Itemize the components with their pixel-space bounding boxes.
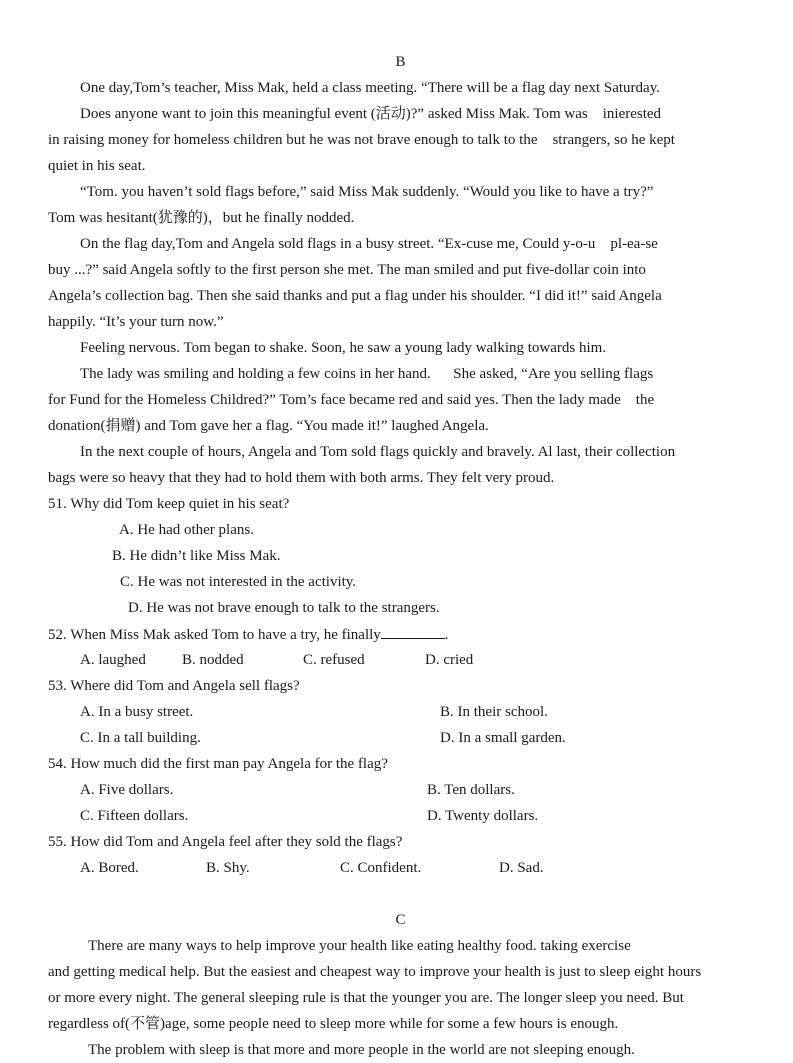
question-51-option-a[interactable]: A. He had other plans. [119,522,254,538]
passage-b-line-3: in raising money for homeless children but he was not brave enough to talk to the strangers, so he kept [48,132,675,148]
question-55-option-b[interactable]: B. Shy. [206,860,250,876]
question-52-option-b[interactable]: B. nodded [182,652,244,668]
passage-b-line-4: quiet in his seat. [48,158,146,174]
question-52-stem-end: . [444,627,449,643]
question-53-option-a[interactable]: A. In a busy street. [80,704,194,720]
answer-blank [381,625,445,639]
passage-c-line-1: There are many ways to help improve your health like eating healthy food. taking exercise [88,938,631,954]
passage-b-line-7: On the flag day,Tom and Angela sold flags in a busy street. “Ex-cuse me, Could y-o-u pl-ea-se [80,236,658,252]
question-55-option-d[interactable]: D. Sad. [499,860,544,876]
passage-c-line-4: regardless of(不管)age, some people need to sleep more while for some a few hours is enough. [48,1016,619,1032]
question-54-option-d[interactable]: D. Twenty dollars. [427,808,539,824]
question-52-option-c[interactable]: C. refused [303,652,365,668]
question-55-option-c[interactable]: C. Confident. [340,860,422,876]
passage-c-line-3: or more every night. The general sleeping rule is that the younger you are. The longer sleep you need. But [48,990,684,1006]
question-53-option-d[interactable]: D. In a small garden. [440,730,566,746]
passage-b-line-15: In the next couple of hours, Angela and Tom sold flags quickly and bravely. Al last, their collection [80,444,676,460]
question-55-stem: 55. How did Tom and Angela feel after they sold the flags? [48,834,403,850]
section-c-heading: C [395,912,406,928]
passage-b-line-2: Does anyone want to join this meaningful event (活动)?” asked Miss Mak. Tom was inierested [80,106,662,122]
question-51-option-c[interactable]: C. He was not interested in the activity. [120,574,357,590]
passage-b-line-16: bags were so heavy that they had to hold them with both arms. They felt very proud. [48,470,555,486]
passage-b-line-14: donation(捐赠) and Tom gave her a flag. “You made it!” laughed Angela. [48,418,489,434]
question-51-stem: 51. Why did Tom keep quiet in his seat? [48,496,290,512]
question-52-option-d[interactable]: D. cried [425,652,474,668]
question-54-option-b[interactable]: B. Ten dollars. [427,782,515,798]
question-54-option-a[interactable]: A. Five dollars. [80,782,174,798]
question-52-option-a[interactable]: A. laughed [80,652,146,668]
passage-b-line-10: happily. “It’s your turn now.” [48,314,224,330]
passage-b-line-1: One day,Tom’s teacher, Miss Mak, held a class meeting. “There will be a flag day next Saturday. [80,80,660,96]
passage-b-line-13: for Fund for the Homeless Childred?” Tom’s face became red and said yes. Then the lady made the [48,392,655,408]
passage-b-line-12: The lady was smiling and holding a few coins in her hand. She asked, “Are you selling flags [80,366,654,382]
passage-b-line-9: Angela’s collection bag. Then she said thanks and put a flag under his shoulder. “I did it!” said Angela [48,288,662,304]
question-51-option-b[interactable]: B. He didn’t like Miss Mak. [112,548,281,564]
question-52-stem [48,625,449,643]
passage-b-line-8: buy ...?” said Angela softly to the first person she met. The man smiled and put five-dollar coin into [48,262,646,278]
passage-b-line-5: “Tom. you haven’t sold flags before,” said Miss Mak suddenly. “Would you like to have a try?” [80,184,654,200]
question-54-stem: 54. How much did the first man pay Angela for the flag? [48,756,388,772]
question-52-stem-text: 52. When Miss Mak asked Tom to have a try, he finally [48,627,381,643]
passage-c-line-5: The problem with sleep is that more and more people in the world are not sleeping enough. [88,1042,635,1058]
question-53-stem: 53. Where did Tom and Angela sell flags? [48,678,300,694]
passage-b-line-6: Tom was hesitant(犹豫的)，but he finally nodded. [48,210,355,226]
question-54-option-c[interactable]: C. Fifteen dollars. [80,808,189,824]
passage-b-line-11: Feeling nervous. Tom began to shake. Soon, he saw a young lady walking towards him. [80,340,607,356]
passage-c-line-2: and getting medical help. But the easiest and cheapest way to improve your health is just to sleep eight hours [48,964,702,980]
question-51-option-d[interactable]: D. He was not brave enough to talk to the strangers. [128,600,440,616]
question-53-option-c[interactable]: C. In a tall building. [80,730,201,746]
section-b-heading: B [395,54,406,70]
question-55-option-a[interactable]: A. Bored. [80,860,139,876]
question-53-option-b[interactable]: B. In their school. [440,704,548,720]
